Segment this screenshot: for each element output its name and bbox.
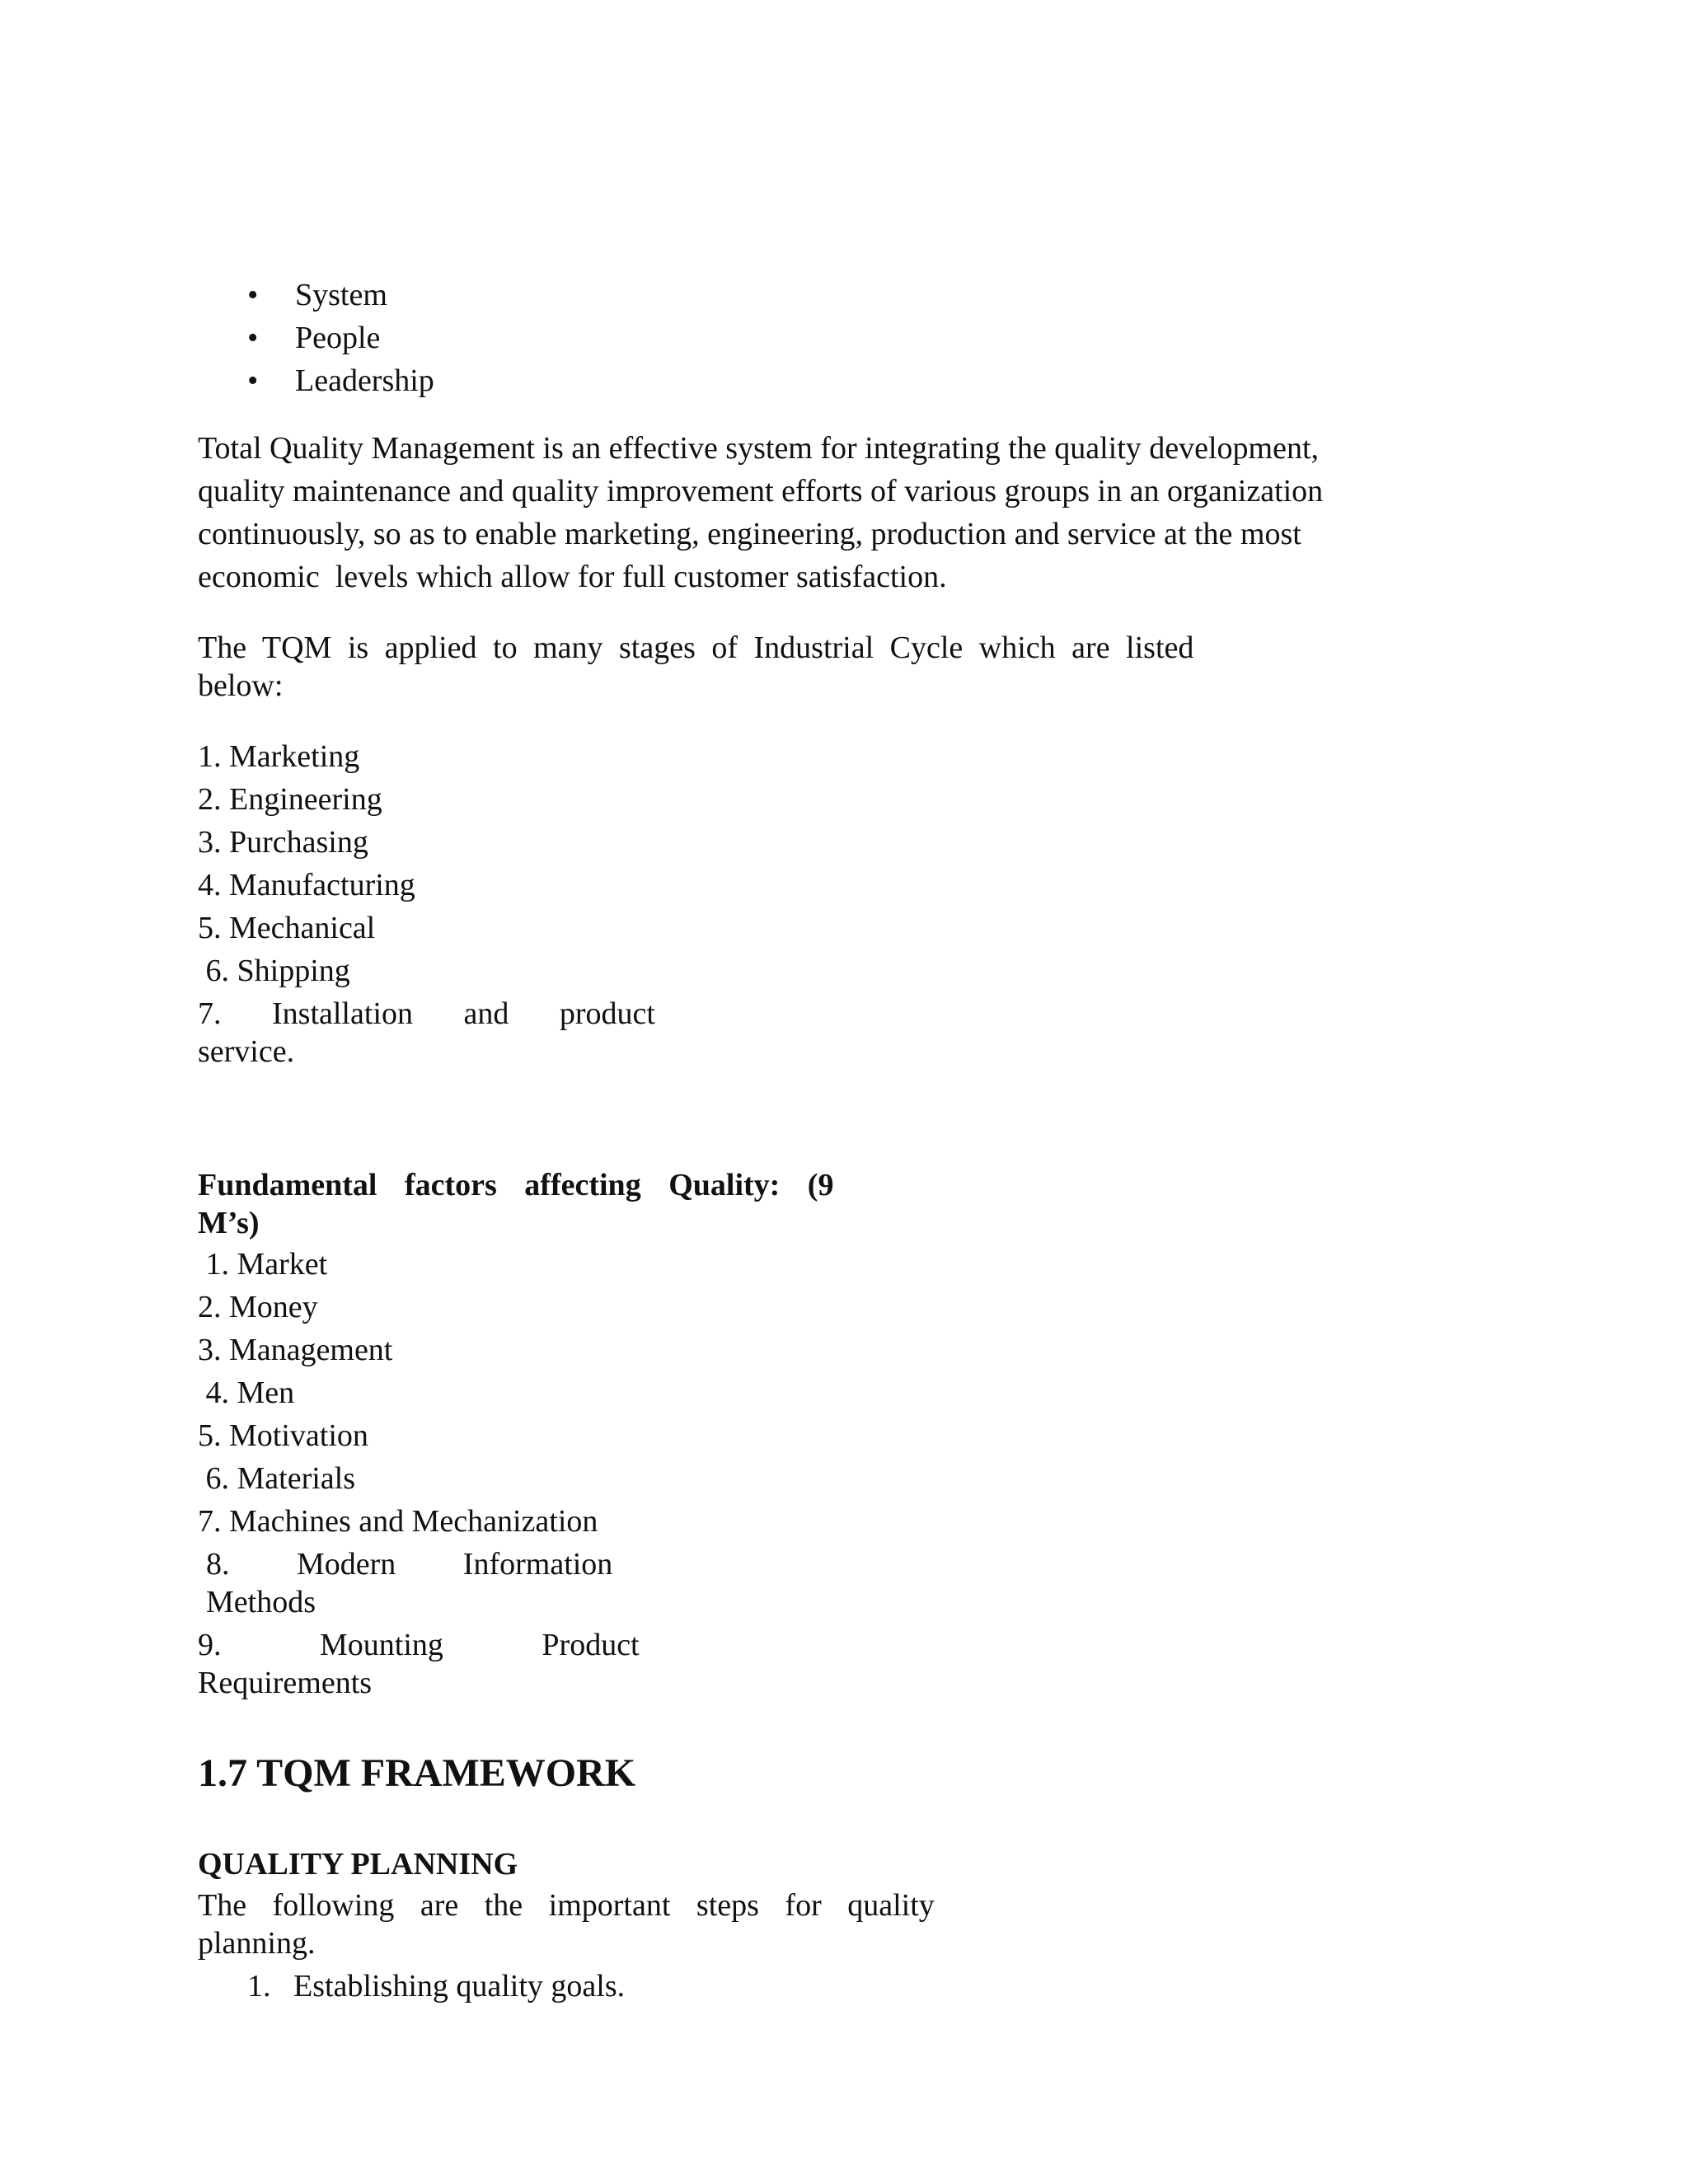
- quality-planning-heading: QUALITY PLANNING: [198, 1847, 518, 1882]
- paragraph-line: Total Quality Management is an effective system for integrating the quality development,: [198, 431, 1320, 466]
- paragraph-line: continuously, so as to enable marketing, engineering, production and service at the most: [198, 517, 1301, 551]
- list-item: 3. Purchasing: [198, 825, 368, 860]
- section-heading: 1.7 TQM FRAMEWORK: [198, 1751, 636, 1795]
- planning-step: [247, 1965, 625, 2008]
- paragraph-line: economic levels which allow for full customer satisfaction.: [198, 560, 947, 594]
- factor-nine: 9. Mounting Product Requirements: [198, 1628, 640, 1700]
- planning-intro: The following are the important steps for quality planning.: [198, 1888, 935, 1961]
- industrial-cycle-stages: [198, 735, 415, 992]
- bullet-icon: •: [247, 278, 259, 312]
- bullet-item: • System: [247, 274, 434, 316]
- step-number: 1.: [247, 1969, 271, 2004]
- stages-intro: The TQM is applied to many stages of Industrial Cycle which are listed below:: [198, 630, 1194, 703]
- bullet-item: • Leadership: [247, 359, 434, 402]
- paragraph-line: quality maintenance and quality improvement efforts of various groups in an organization: [198, 474, 1324, 509]
- list-item: 1. Market: [198, 1247, 328, 1282]
- quality-factors-list: [198, 1243, 598, 1543]
- list-item: 2. Money: [198, 1290, 318, 1324]
- list-item: 1. Marketing: [198, 739, 360, 774]
- list-item: 6. Materials: [198, 1461, 356, 1496]
- bullet-list: [247, 274, 434, 402]
- list-item: 2. Engineering: [198, 782, 382, 817]
- stage-seven: 7. Installation and product service.: [198, 996, 655, 1069]
- list-item: 4. Manufacturing: [198, 868, 415, 902]
- step-text: Establishing quality goals.: [293, 1969, 626, 2004]
- bullet-icon: •: [247, 321, 259, 355]
- list-item: 3. Management: [198, 1333, 393, 1367]
- factor-eight: 8. Modern Information Methods: [206, 1547, 613, 1619]
- factors-heading: Fundamental factors affecting Quality: (9 M’s): [198, 1168, 834, 1240]
- list-item: 4. Men: [198, 1376, 295, 1410]
- tqm-definition-paragraph: [198, 427, 1475, 598]
- bullet-item: • People: [247, 316, 434, 359]
- list-item: 5. Mechanical: [198, 911, 376, 945]
- list-item: 6. Shipping: [198, 954, 350, 988]
- list-item: 7. Machines and Mechanization: [198, 1504, 598, 1539]
- bullet-icon: •: [247, 363, 259, 398]
- list-item: 5. Motivation: [198, 1418, 368, 1453]
